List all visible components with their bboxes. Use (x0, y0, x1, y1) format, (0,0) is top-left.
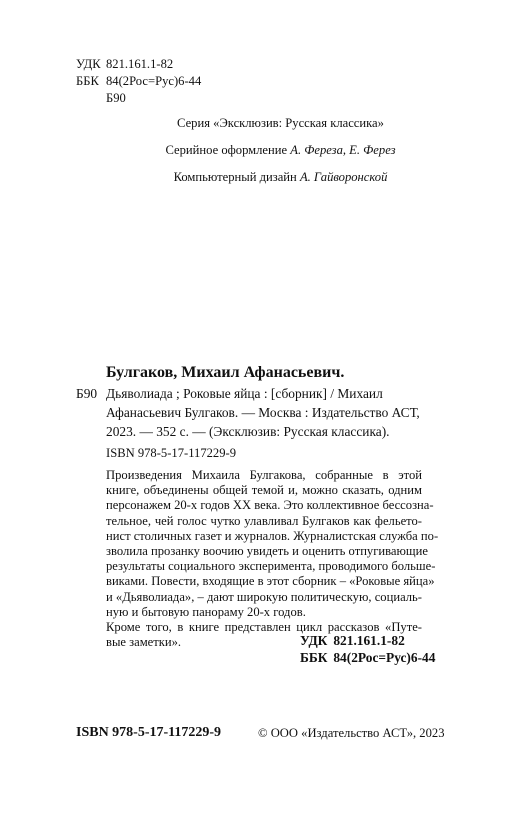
record-description (106, 384, 426, 441)
computer-design-credit (0, 170, 517, 185)
annotation-line: вые заметки». (106, 635, 182, 650)
computer-design-prefix: Компьютерный дизайн (173, 170, 300, 184)
bottom-udk-label: УДК (300, 633, 328, 648)
bottom-udk-row (300, 632, 435, 649)
record-description-line: 2023. — 352 с. — (Эксклюзив: Русская классика). (106, 424, 390, 439)
bottom-classification-codes (300, 632, 435, 666)
annotation-line: нист столичных газет и журналов. Журналистская служба по- (106, 528, 439, 543)
annotation-line: ную и бытовую панораму 20-х годов. (106, 604, 306, 619)
author-mark-row (76, 90, 201, 107)
bottom-bbk-value: 84(2Рос=Рус)6-44 (333, 650, 436, 665)
record-author: Булгаков, Михаил Афанасьевич. (106, 364, 345, 381)
annotation-line: виками. Повести, входящие в этот сборник – «Роковые яйца» (106, 574, 435, 589)
udk-row (76, 56, 201, 73)
design-credit (0, 143, 517, 158)
series-line: Серия «Эксклюзив: Русская классика» (177, 116, 384, 130)
annotation-line: Произведения Михаила Булгакова, собранные в этой (106, 468, 422, 482)
udk-value: 821.161.1-82 (106, 57, 174, 71)
footer-copyright: © ООО «Издательство АСТ», 2023 (258, 726, 445, 740)
bbk-row (76, 73, 201, 90)
record-author-mark: Б90 (76, 386, 98, 401)
record-description-line: Дьяволиада ; Роковые яйца : [сборник] / Михаил (106, 386, 383, 401)
record-isbn: ISBN 978-5-17-117229-9 (106, 446, 237, 460)
computer-design-name: А. Гайворонской (299, 170, 388, 184)
bottom-bbk-row (300, 649, 435, 666)
annotation-line: и «Дьяволиада», – дают широкую политическую, социаль- (106, 589, 422, 604)
annotation-line: Кроме того, в книге представлен цикл рассказов «Путе- (106, 620, 422, 635)
design-credit-names: А. Фереза, Е. Ферез (290, 143, 396, 157)
annotation (106, 468, 439, 650)
bbk-value: 84(2Рос=Рус)6-44 (106, 74, 202, 88)
footer-isbn: ISBN 978-5-17-117229-9 (76, 725, 222, 740)
bottom-bbk-label: ББК (300, 650, 328, 665)
bottom-udk-value: 821.161.1-82 (333, 633, 405, 648)
design-credit-prefix: Серийное оформление (165, 143, 291, 157)
annotation-line: зволила прозанку воочию увидеть и оценить отпугивающие (106, 544, 428, 559)
bbk-label: ББК (76, 74, 99, 88)
record-description-line: Афанасьевич Булгаков. — Москва : Издательство АСТ, (106, 405, 420, 420)
annotation-line: книге, объединены общей темой и, можно сказать, одним (106, 483, 422, 498)
annotation-line: персонажем 20-х годов XX века. Это коллективное бессозна- (106, 498, 434, 513)
annotation-line: результаты социального эксперимента, проводимого больше- (106, 559, 436, 574)
author-mark-top: Б90 (106, 91, 126, 105)
top-classification-codes (76, 56, 201, 107)
annotation-line: тельное, чей голос чутко улавливал Булгаков как фельето- (106, 513, 422, 528)
udk-label: УДК (76, 57, 101, 71)
